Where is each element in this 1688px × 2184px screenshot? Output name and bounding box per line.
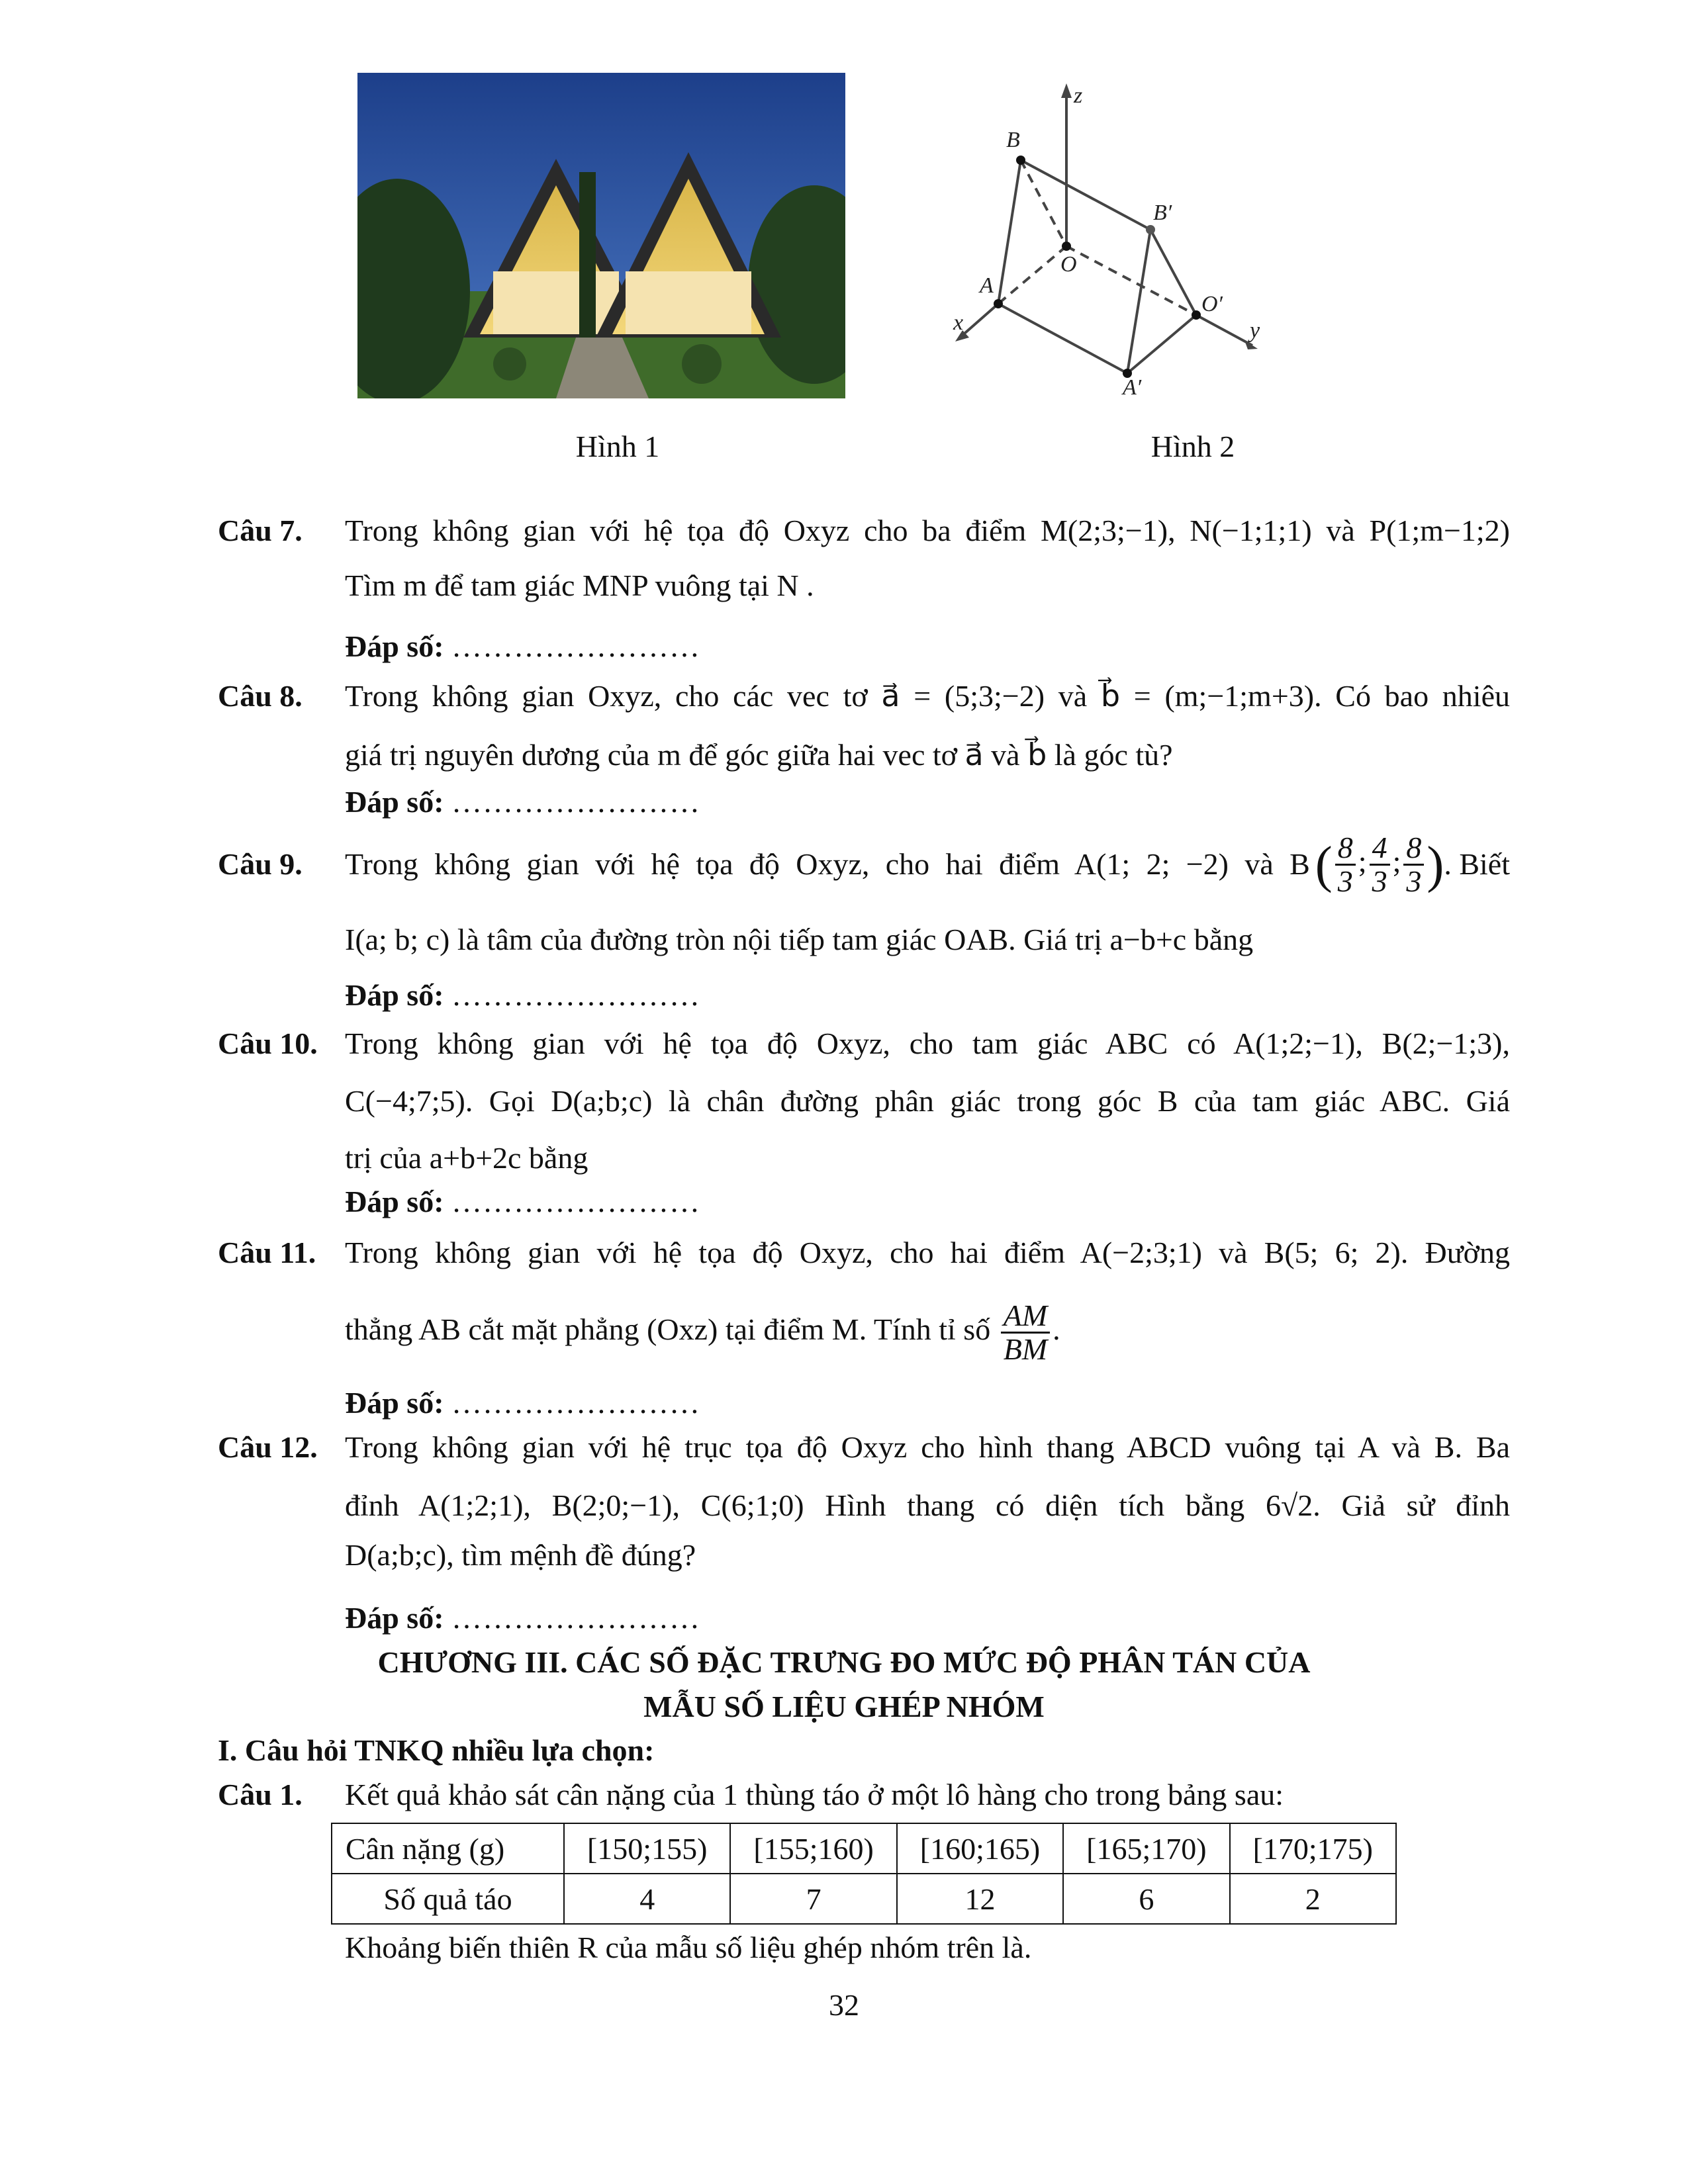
answer-label: Đáp số: [345,629,444,663]
point-B-coordinates: ( $\frac{8}{3}$ ; $\frac{4}{3}$ ; $\frac{8}{3}$ ) [1315,830,1444,898]
table-cell: 7 [730,1874,896,1924]
table-cell: [155;160) [730,1823,896,1874]
table-cell: 6 [1063,1874,1229,1924]
label-O-prime: O′ [1201,292,1223,316]
answer-label: Đáp số: [345,785,444,819]
answer-label: Đáp số: [345,978,444,1012]
table-cell: [170;175) [1230,1823,1396,1874]
question-9-label: Câu 9. [218,847,303,881]
question-7-line-2: Tìm m để tam giác MNP vuông tại N . [345,569,814,602]
question-9-line-2: I(a; b; c) là tâm của đường tròn nội tiếp tam giác OAB. Giá trị a−b+c bằng [345,923,1254,956]
apple-weight-table [331,1823,1397,1925]
table-cell: [160;165) [897,1823,1063,1874]
figure2-diagram [0,0,1688,463]
question-7-line-1: Trong không gian với hệ tọa độ Oxyz cho ba điểm M(2;3;−1), N(−1;1;1) và P(1;m−1;2) [345,514,1510,547]
question-9-text-b: . Biết [1444,847,1510,881]
label-x: x [953,310,964,335]
y-axis [1196,315,1252,345]
answer-blank[interactable]: …………………… [451,1185,701,1218]
table-row-weight [332,1823,1396,1874]
table-cell: [165;170) [1063,1823,1229,1874]
chapter-title-line-1: CHƯƠNG III. CÁC SỐ ĐẶC TRƯNG ĐO MỨC ĐỘ PHÂN TÁN CỦA [377,1645,1311,1679]
table-cell: [150;155) [564,1823,730,1874]
table-cell: 2 [1230,1874,1396,1924]
label-B: B [1006,128,1020,152]
page-number: 32 [829,1988,859,2022]
question-10-line-2: C(−4;7;5). Gọi D(a;b;c) là chân đường phân giác trong góc B của tam giác ABC. Giá [345,1084,1510,1118]
label-z: z [1074,83,1083,108]
figure2-caption: Hình 2 [1150,430,1235,463]
table-row-count [332,1874,1396,1924]
question-8-line-1: Trong không gian Oxyz, cho các vec tơ a⃗ = (5;3;−2) và b⃗ = (m;−1;m+3). Có bao nhiêu [345,679,1510,713]
label-A: A [980,273,994,298]
answer-label: Đáp số: [345,1185,444,1218]
table-cell: 12 [897,1874,1063,1924]
answer-9 [345,976,700,1015]
table-cell: 4 [564,1874,730,1924]
chapter-title-line-2: MẪU SỐ LIỆU GHÉP NHÓM [643,1690,1045,1723]
chapter-question-1-prompt: Khoảng biến thiên R của mẫu số liệu ghép nhóm trên là. [345,1931,1032,1964]
question-7-label: Câu 7. [218,514,303,547]
answer-blank[interactable]: …………………… [451,1601,701,1635]
label-B-prime: B′ [1153,201,1172,225]
question-10-line-1: Trong không gian với hệ tọa độ Oxyz, cho tam giác ABC có A(1;2;−1), B(2;−1;3), [345,1026,1510,1060]
question-11-line-1: Trong không gian với hệ tọa độ Oxyz, cho hai điểm A(−2;3;1) và B(5; 6; 2). Đường [345,1236,1510,1269]
section-heading: I. Câu hỏi TNKQ nhiều lựa chọn: [218,1733,655,1767]
question-9-text-a: Trong không gian với hệ tọa độ Oxyz, cho hai điểm A(1; 2; −2) và B [345,847,1310,881]
answer-11 [345,1384,700,1422]
answer-label: Đáp số: [345,1386,444,1420]
chapter-question-1-label: Câu 1. [218,1778,303,1811]
answer-7 [345,627,700,666]
question-12-label: Câu 12. [218,1430,318,1464]
label-A-prime: A′ [1123,375,1142,400]
chapter-question-1-intro: Kết quả khảo sát cân nặng của 1 thùng táo ở một lô hàng cho trong bảng sau: [345,1778,1284,1811]
answer-blank[interactable]: …………………… [451,785,701,819]
question-12-line-1: Trong không gian với hệ trục tọa độ Oxyz cho hình thang ABCD vuông tại A và B. Ba [345,1430,1510,1464]
question-12-line-3: D(a;b;c), tìm mệnh đề đúng? [345,1538,696,1572]
table-header-weight: Cân nặng (g) [332,1823,564,1874]
question-11-label: Câu 11. [218,1236,316,1269]
answer-8 [345,783,700,821]
question-12-line-2: đỉnh A(1;2;1), B(2;0;−1), C(6;1;0) Hình thang có diện tích bằng 6√2. Giả sử đỉnh [345,1488,1510,1522]
answer-label: Đáp số: [345,1601,444,1635]
answer-12 [345,1599,700,1637]
answer-blank[interactable]: …………………… [451,1386,701,1420]
label-O: O [1060,252,1077,277]
question-10-line-3: trị của a+b+2c bằng [345,1141,588,1175]
question-9-line-1 [345,830,1510,898]
table-header-count: Số quả táo [332,1874,564,1924]
ratio-AM-BM: $\frac{AM}{BM}$ [1001,1300,1050,1365]
label-y: y [1250,318,1260,343]
answer-10 [345,1183,700,1221]
figure1-caption: Hình 1 [575,430,660,463]
x-axis [960,304,998,338]
question-11-line-2: thẳng AB cắt mặt phẳng (Oxz) tại điểm M. Tính tỉ số $\frac{AM}{BM}$ . [345,1298,1060,1366]
question-10-label: Câu 10. [218,1026,318,1060]
answer-blank[interactable]: …………………… [451,978,701,1012]
question-8-label: Câu 8. [218,679,303,713]
question-8-line-2: giá trị nguyên dương của m để góc giữa hai vec tơ a⃗ và b⃗ là góc tù? [345,738,1173,772]
answer-blank[interactable]: …………………… [451,629,701,663]
